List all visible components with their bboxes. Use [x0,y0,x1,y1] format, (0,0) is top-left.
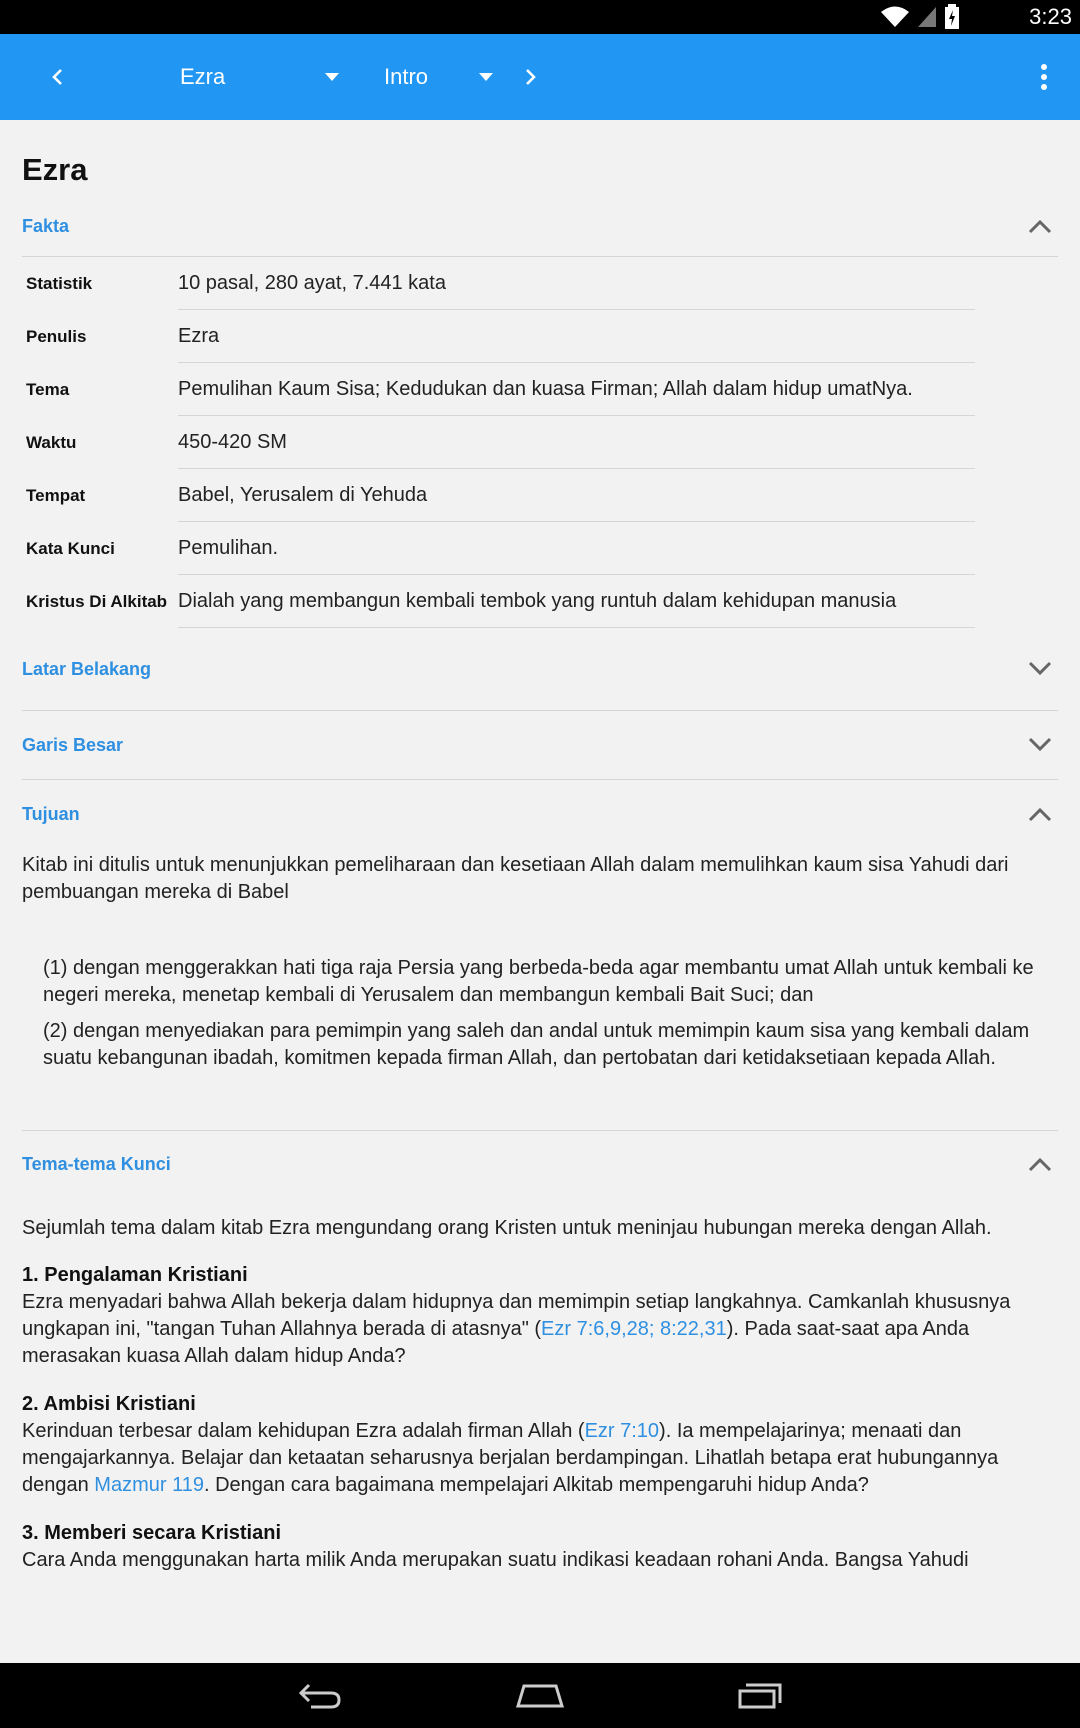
chevron-down-icon [1022,651,1058,687]
section-label: Tema-tema Kunci [22,1153,171,1174]
fact-row [22,416,1058,469]
chevron-up-icon [1022,208,1058,244]
next-button[interactable] [508,55,552,99]
status-icons [880,4,960,30]
chapter-selector-label: Intro [384,64,429,89]
section-header-tujuan[interactable] [22,780,1058,848]
fact-value: Ezra [178,310,975,363]
recents-icon [736,1681,784,1709]
theme-body [22,1289,1058,1370]
page-title: Ezra [22,152,88,187]
theme-text: ). Ia mempelajarinya; menaati dan mengajarkannya. Belajar dan ketaatan seharusnya berjalan berdampingan. Lihatlah betapa erat hubungannya dengan [22,1420,999,1496]
theme-body [22,1418,1058,1499]
theme-title: 3. Memberi secara Kristiani [22,1522,282,1544]
chapter-selector[interactable] [374,54,494,100]
app-bar [0,34,1080,120]
tujuan-intro: Kitab ini ditulis untuk menunjukkan pemeliharaan dan kesetiaan Allah dalam memulihkan kaum sisa Yahudi dari pembuangan mereka di Babel [22,854,1009,903]
chevron-down-icon [1022,727,1058,763]
fact-label: Tema [26,379,70,399]
back-icon [297,1681,343,1709]
fact-label: Statistik [26,273,93,293]
theme-body [22,1547,1058,1574]
overflow-menu-button[interactable] [1022,55,1066,99]
theme-text: . Dengan cara bagaimana mempelajari Alkitab mempengaruhi hidup Anda? [203,1474,869,1496]
theme-title: 1. Pengalaman Kristiani [22,1264,248,1286]
home-button[interactable] [500,1671,580,1719]
fact-value: Dialah yang membangun kembali tembok yang runtuh dalam kehidupan manusia [178,575,975,628]
tema-intro: Sejumlah tema dalam kitab Ezra mengundang orang Kristen untuk meninjau hubungan mereka dengan Allah. [22,1217,992,1239]
tujuan-point-1: (1) dengan menggerakkan hati tiga raja Persia yang berbeda-beda agar membantu umat Allah untuk kembali ke negeri mereka, menetap kembali di Yerusalem dan membangun kembali Bait Suci; dan [43,957,1034,1006]
chevron-up-icon [1022,1146,1058,1182]
fact-value: 450-420 SM [178,416,975,469]
scripture-link[interactable]: Mazmur 119 [94,1474,204,1496]
fact-row [22,469,1058,522]
section-header-garis-besar[interactable] [22,711,1058,779]
fact-label: Penulis [26,326,87,346]
more-vert-icon [1040,64,1048,90]
home-icon [514,1682,566,1708]
dropdown-arrow-icon [478,72,494,82]
fact-row [22,310,1058,363]
fact-value: Pemulihan. [178,522,975,575]
fact-value: Babel, Yerusalem di Yehuda [178,469,975,522]
fact-label: Waktu [26,432,77,452]
section-header-fakta[interactable] [22,196,1058,256]
battery-icon [944,4,960,30]
fact-label: Tempat [26,485,86,505]
fact-label: Kata Kunci [26,538,115,558]
theme-title: 2. Ambisi Kristiani [22,1393,196,1415]
fact-row [22,363,1058,416]
book-selector[interactable] [170,54,340,100]
wifi-icon [880,5,910,29]
theme-text: Cara Anda menggunakan harta milik Anda merupakan suatu indikasi keadaan rohani Anda. Bangsa Yahudi [22,1549,969,1571]
dropdown-arrow-icon [324,72,340,82]
facts-table [22,257,1058,628]
status-time: 3:23 [1029,4,1072,29]
fact-row [22,522,1058,575]
fact-value: Pemulihan Kaum Sisa; Kedudukan dan kuasa Firman; Allah dalam hidup umatNya. [178,363,975,416]
section-label: Tujuan [22,803,80,824]
section-header-tema-kunci[interactable] [22,1131,1058,1197]
section-label: Garis Besar [22,734,124,755]
book-selector-label: Ezra [180,64,226,89]
section-label: Fakta [22,215,70,236]
previous-button[interactable] [36,55,80,99]
intro-content[interactable] [0,120,1080,1663]
theme-text: Kerinduan terbesar dalam kehidupan Ezra adalah firman Allah ( [22,1420,585,1442]
recents-button[interactable] [720,1671,800,1719]
theme-text: Ezra menyadari bahwa Allah bekerja dalam hidupnya dan memimpin setiap langkahnya. Camkanlah khususnya ungkapan ini, "tangan Tuhan Allahnya berada di atasnya" ( [22,1291,1011,1340]
signal-icon [916,5,938,29]
chevron-left-icon [48,67,68,87]
fact-label: Kristus Di Alkitab [26,591,168,611]
chevron-up-icon [1022,796,1058,832]
fact-value: 10 pasal, 280 ayat, 7.441 kata [178,257,975,310]
section-label: Latar Belakang [22,658,152,679]
tujuan-point-2: (2) dengan menyediakan para pemimpin yang saleh dan andal untuk memimpin kaum sisa yang kembali dalam suatu kebangunan ibadah, komitmen kepada firman Allah, dan pertobatan dari ketidaksetiaan kepada Allah. [43,1020,1030,1069]
scripture-link[interactable]: Ezr 7:10 [584,1420,660,1442]
scripture-link[interactable]: Ezr 7:6,9,28; 8:22,31 [541,1318,727,1340]
fact-row [22,257,1058,310]
back-button[interactable] [280,1671,360,1719]
section-header-latar-belakang[interactable] [22,628,1058,710]
system-nav-bar [0,1663,1080,1728]
fact-row [22,575,1058,628]
chevron-right-icon [520,67,540,87]
theme-text: ). Pada saat-saat apa Anda merasakan kuasa Allah dalam hidup Anda? [22,1318,970,1367]
status-bar [0,0,1080,34]
